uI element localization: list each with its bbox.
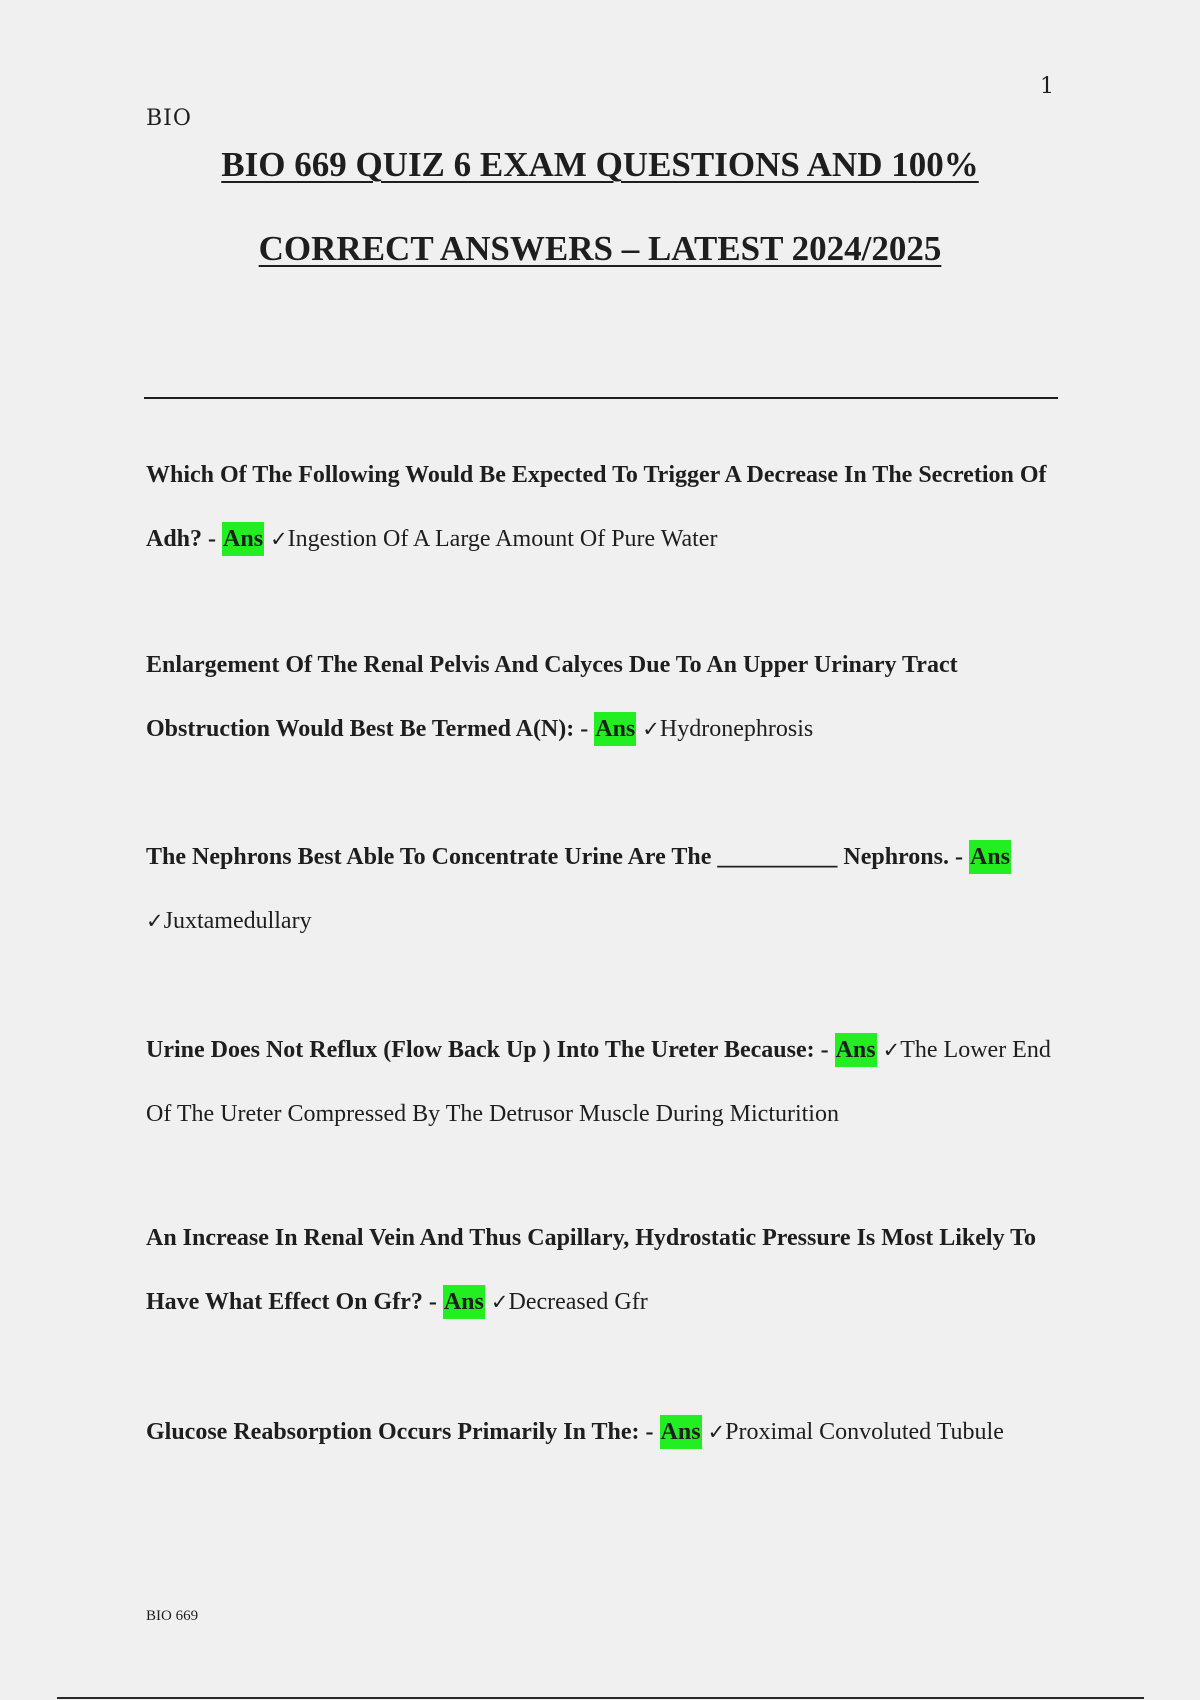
check-icon: ✓ <box>642 717 660 741</box>
question-text: Glucose Reabsorption Occurs Primarily In The: - <box>146 1419 660 1445</box>
answer-marker: Ans <box>660 1415 702 1449</box>
question-text: Urine Does Not Reflux (Flow Back Up ) Into The Ureter Because: - <box>146 1037 835 1063</box>
answer-marker: Ans <box>835 1033 877 1067</box>
check-icon: ✓ <box>882 1038 901 1062</box>
answer-text: Proximal Convoluted Tubule <box>725 1419 1004 1445</box>
answer-text: Decreased Gfr <box>508 1289 648 1315</box>
answer-text: The Lower End Of The Ureter Compressed By The Detrusor Muscle During Micturition <box>146 1037 1051 1127</box>
qa-item <box>146 1400 1066 1464</box>
qa-item <box>146 1206 1066 1334</box>
question-text: Which Of The Following Would Be Expected To Trigger A Decrease In The Secretion Of Adh? - <box>146 462 1047 552</box>
qa-item <box>146 633 1066 761</box>
answer-marker: Ans <box>969 840 1011 874</box>
question-text: The Nephrons Best Able To Concentrate Urine Are The __________ Nephrons. - <box>146 844 969 870</box>
answer-text: Hydronephrosis <box>659 716 814 742</box>
page-bottom-divider <box>57 1697 1144 1699</box>
answer-text: Ingestion Of A Large Amount Of Pure Water <box>287 526 718 552</box>
answer-marker: Ans <box>222 522 264 556</box>
title-divider <box>144 397 1058 399</box>
header-label: BIO <box>146 106 192 131</box>
page-number: 1 <box>1040 74 1054 99</box>
question-text: Enlargement Of The Renal Pelvis And Calyces Due To An Upper Urinary Tract Obstruction Would Best Be Termed A(N): - <box>146 652 958 742</box>
check-icon: ✓ <box>707 1420 726 1444</box>
answer-marker: Ans <box>594 712 636 746</box>
check-icon: ✓ <box>270 527 288 551</box>
question-text: An Increase In Renal Vein And Thus Capillary, Hydrostatic Pressure Is Most Likely To Have What Effect On Gfr? - <box>146 1225 1036 1315</box>
qa-item <box>146 443 1066 571</box>
qa-item <box>146 1018 1066 1146</box>
document-title-line-2: CORRECT ANSWERS – LATEST 2024/2025 <box>258 229 942 268</box>
answer-text: Juxtamedullary <box>163 908 312 934</box>
document-title-line-1: BIO 669 QUIZ 6 EXAM QUESTIONS AND 100% <box>221 145 979 184</box>
answer-marker: Ans <box>443 1285 485 1319</box>
footer-label: BIO 669 <box>146 1608 199 1624</box>
check-icon: ✓ <box>146 909 164 933</box>
qa-item <box>146 825 1066 953</box>
check-icon: ✓ <box>490 1290 509 1314</box>
